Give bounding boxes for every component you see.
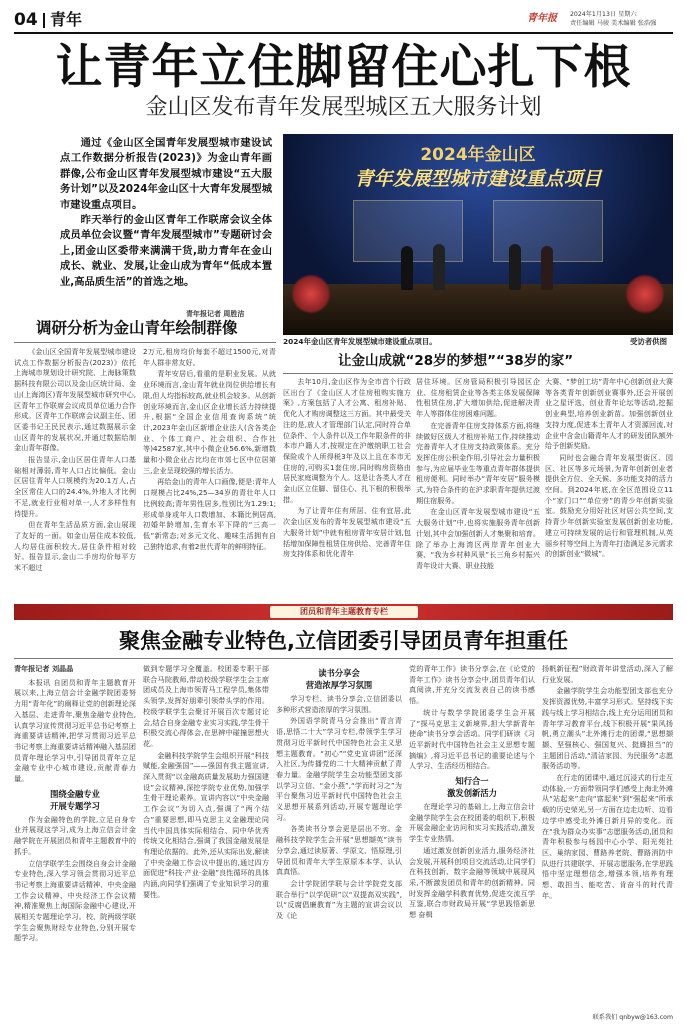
section3-column-1: [14, 664, 136, 1012]
paragraph: 作为金融特色的学院,立足自身专业并展现这学习,成为上海立信会计金融学院在开展团员和青年主题教育中的抓手。: [14, 814, 136, 856]
paragraph: 在金山区青年发展型城市建设“五大服务计划”中,也将实施服务青年创新计划,其中会加强创新人才集聚和培育。除了举办上海湾区两岸青年创业大赛、“我为乡村种风景”长三角乡村振兴青年设计大赛、职业技能: [416, 507, 540, 570]
intro-paragraph: 通过《金山区全国青年发展型城市建设试点工作数据分析报告(2023)》为金山青年画群像,公布金山区青年发展型城市建设“五大服务计划”以及2024年金山区十大青年发展型城市建设重点项目。: [60, 137, 272, 211]
paragraph: 各类读书分享会更是层出不穷。金融科技学院学生会开展“思想撷英”读书分享会,通过读原著、学原文、悟原理,引导团员和青年大学生原原本本学、认认真真悟。: [276, 824, 402, 877]
photo-credit: 受访者供图: [630, 337, 667, 346]
paragraph: 外国语学院青马分会推出“青言青语,思悟二十大”学习专栏,带领学生学习贯彻习近平新时代中国特色社会主义思想主题教育。“初心”“党史宣讲团”还深入社区,为传播党的二十大精神贡献了青春力量。金融学院学生会功能型团支部以学习立信、“金小燕”,“学而时习之”为平台聚焦习近平新时代中国特色社会主义思想开展系列活动,开展专题理论学习。: [276, 716, 402, 822]
paragraph: 学习专栏、读书分享会,立信团委以多种形式营造浓厚的学习氛围。: [276, 694, 402, 714]
paragraph: 金融学院学生会功能型团支部也充分发挥资源优势,丰富学习形式。坚持线下实践与线上学习相结合,线上充分运用团员和青年学习教育平台,线下积极开展“果风扬帆,勇立潮头”北外滩行走的团课,“思想撷撷、坚强核心、强国复兴、挺膺担当”的主题团日活动,“清洁家园、为民服务”志愿服务活动等。: [542, 686, 673, 771]
section3-column-4: [409, 664, 535, 1012]
paragraph: 会计学院团学联与会计学院党支部联合举行“以学促研”以“双提高双实践”,以“反腐倡廉教育”为主题的宣讲会议以及《论: [276, 878, 402, 921]
main-headline: 让青年立住脚留住心扎下根: [55, 40, 632, 95]
event-photo: [283, 134, 673, 335]
page-header: [14, 10, 673, 30]
flower-decoration: [625, 274, 665, 314]
paragraph: 同时也会融合青年发展型街区、园区、社区等多元场景,为青年创新创业者提供全方位、全天候、多功能支持的活力空间。到2024年底,在全区范围设立11个“家门口”“单位旁”的青少年创新实验室。鼓励充分用好社区对居公共空间,支持青少年创新实验室发展创新创业功能,建立可持续发展的运行和管理机制,从英丽乡村等空间上为青年打造满足多元需求的创新创业“微城”。: [545, 452, 673, 559]
divider-bar-icon: [43, 13, 45, 28]
paragraph: 2万元,租房均价每套不超过1500元,对青年人群非常友好。: [143, 347, 276, 367]
page-number: 04: [14, 10, 38, 30]
footer-contact: 联系我们 qnbyw@163.com: [592, 1014, 673, 1021]
paragraph: 党的青年工作》读书分享会,在《论党的青年工作》读书分享会中,团员青年们认真阅读,并充分交流发表自己的读书感悟。: [409, 664, 535, 706]
section3-column-2: [143, 664, 269, 1012]
flower-decoration: [291, 274, 331, 314]
paragraph: 报告显示,金山区居住青年人口基础相对薄弱,青年人口占比偏低。金山区居住青年人口规模约为20.1万人,占全区常住人口的24.4%,外地人才比例不足,就业行业相对单一,人才多样性有待提升。: [14, 455, 136, 518]
paragraph: 再给金山的青年人口画像,便是:青年人口规模占比24%,25—34岁的青壮年人口比例较高;青年男性居多,性别比为1.29:1;形成单身或年人口数增加、本籍比例居高,初婚年龄增加,生育水平下降的“三高一低”新常态;对多元文化、趣味生活拥有自己独特追求,有着2世代青年的鲜明特征。: [143, 477, 276, 551]
paragraph: 扬帆新征程”财政青年讲堂活动,深入了解行业发展。: [542, 664, 673, 684]
date-line: 2024年1月13日 星期六: [570, 11, 637, 18]
section2-title: 让金山成就“28岁的梦想”“38岁的家”: [338, 353, 574, 369]
paragraph: 本报讯 自团员和青年主题教育开展以来,上海立信会计金融学院团委努力用“青年化”的阐释让党的创新理论深入基层、走进青年,聚焦金融专业特色,认真学习宣传贯彻习近平总书记考察上海重要讲话精神,把学习贯彻习近平总书记考察上海重要讲话精神融入基层团员青年理论学习中,引导团员青年立足金融专业中心城市建设,贡献青春力量。: [14, 677, 136, 784]
paragraph: 做到专题学习全覆盖。校团委专职干部联合马院教师,带动校级学联学生会主席团成员及上海市领青马工程学员,集体带头领学,发挥好朋辈引领带头学的作用。校级学联学生会聚讨开展百次专题讨论会,结合自身金融专业实习实践,学生骨干积极交流心得体会,在思辨中碰撞思想火花。: [143, 664, 269, 748]
intro-paragraph: 昨天举行的金山区青年工作联席会议全体成员单位会议暨“青年发展型城市”专题研讨会上,团金山区委带来满满干货,助力青年在金山成长、就业、发展,让金山成为青年“低成本置业,高品质生活”的首选之地。: [60, 214, 272, 288]
intro-text: [60, 136, 272, 290]
paragraph: 但在青年生活品质方面,金山展现了友好的一面。如金山居住成本较低,人均居住面积较大,居住条件相对较好。报告显示,金山二手房均价每平方米不超过: [14, 520, 136, 573]
section1-column-2: [143, 347, 276, 599]
section2-column-2: [416, 377, 540, 599]
speaker-figure: [541, 246, 553, 290]
paragraph: 在行走的团课中,通过沉浸式的行走互动体验,一方面带领同学们感受上海北外滩从“站起来”走向“富起来”到“强起来”所承载的历史荣光,另一方面在边走边听、边看边学中感受北外滩日新月异的变化。而在“我为群众办实事”志愿服务活动,团员和青年积极参与杨园中心小学、阳光苑社区、巢纳家园、曹路养老院、曹路消防中队进行共建联学、开展志愿服务,在学思践悟中坚定理想信念,增强本领,培养有理想、敢担当、能吃苦、肯奋斗的时代青年。: [542, 773, 673, 900]
band-tag-label: 团员和青年主题教育专栏: [300, 607, 388, 616]
paragraph: 大赛、“梦创工坊”青年中心创新创业大赛等各类青年创新创业赛事外,还会开展创业之星评选、创业青年论坛等活动,挖掘创业典型,培养创业新苗。加强创新创业支持力度,促进本土青年人才资源回流,对企业中含金山籍青年人才的研发团队额外给予创新奖励。: [545, 377, 673, 451]
banner-title: 青年发展型城市建设重点项目: [354, 168, 602, 190]
subheading: 读书分享会 营造浓厚学习氛围: [305, 668, 373, 690]
paragraph: 统计与数学学院团委学生会开展了“探马克思主义新境界,担大学新青年使命”读书分享会活动。同学们研读《习近平新时代中国特色社会主义思想专题摘编》,将习近平总书记的重要论述与个人学习、生活经历相结合。: [409, 707, 535, 771]
section3-column-5: [542, 664, 673, 1012]
stage-floor: [283, 284, 673, 335]
banner-year: 2024年金山区: [420, 145, 536, 165]
paragraph: 青年安居后,看重的是职业发展。从就业环境而言,金山青年就业岗位供给增长有限,但人均指标较高,就业机会较多。从创新创业环境而言,金山区企业增长活力持续提升,根据“全国企业信用查询系统”统计,2023年金山区新增企业法人(含各类企业、个体工商户、社会组织、合作社等)42587家,其中小微企业56.6%,新增数量和小微企业占比均在市郊七区中位居第三,企业呈现较强的增长活力。: [143, 369, 276, 475]
sub-headline: 金山区发布青年发展型城区五大服务计划: [145, 95, 542, 120]
section1-column-1: [14, 347, 136, 599]
paragraph: 在理论学习的基础上,上海立信会计金融学院学生会在校团委的组织下,积极开展金融企业访问和实习实践活动,激发学生专业热情。: [409, 802, 535, 844]
subheading: 知行合一 激发创新活力: [447, 776, 497, 799]
section3-rule: [14, 658, 673, 659]
speaker-figure: [401, 246, 413, 290]
paragraph: 在完善青年住房支持体系方面,将继续做好区级人才租房补贴工作,持续推动完善青年人才住房支持政策体系。充分发挥住房公积金作用,引导社会力量积极参与,为应届毕业生等重点青年群体提供租房便利。同时举办“青年安居”服务模式,为符合条件的在沪求职青年提供过渡期住宿服务。: [416, 420, 540, 505]
paragraph: 为了让青年住有所居、住有宜居,此次金山区发布的青年发展型城市建设“五大服务计划”中就有租房青年安居计划,包括增加保障性租赁住房供给、完善青年住房支持体系和优化青年: [283, 506, 411, 559]
photo-caption: 2024年金山区青年发展型城市建设重点项目。: [283, 337, 437, 346]
section-label: 青年: [50, 10, 83, 29]
section2-rule: [283, 373, 673, 374]
section2-column-3: [545, 377, 673, 599]
paragraph: 《金山区全国青年发展型城市建设试点工作数据分析报告(2023)》依托上海城市规划设计研究院、上海脉策数据科技有限公司以及金山区统计局、金山(上海湾区)青年发展型城市研究中心,区青年工作联席会议成员单位通力合作形成。区青年工作联席会议副主任、团区委书记王民民表示,通过数据展示金山区青年的发展状况,并通过数据给制金山青年群像。: [14, 347, 136, 453]
paragraph: 立信学联学生会围绕自身会计金融专业特色,深入学习领会贯彻习近平总书记考察上海重要讲话精神、中央金融工作会议精神、中央经济工作会议精神,精准聚焦上海国际金融中心建设,开展相关专题理论学习。校、院两级学联学生会聚焦财经专业特色,分别开展专题学习。: [14, 858, 136, 943]
article-byline: 青年报记者 刘晶晶: [14, 664, 74, 673]
paragraph: 通过激发创新创业活力,服务经济社会发展,开展科创项目交流活动,让同学们在科技创新、数字金融等领域中展现风采,不断激发团员和青年的创新精神。同时发挥金融学科教育优势,促进交流互学互鉴,联合市财政局开展“学思践悟新思想 奋楫: [409, 845, 535, 920]
section2-column-1: [283, 377, 411, 599]
section1-title: 调研分析为金山青年绘制群像: [36, 319, 238, 337]
paragraph: 去年10月,金山区作为全市首个行政区出台了《金山区人才住房租购实施方案》,方案包括了人才公寓、租房补贴、优化人才购房调整这三方面。其中最受关注的是,放人才管理部门认定,同时符合单位条件、个人条件以及工作年限条件的非本市户籍人才,按规定在沪缴纳职工社会保险或个人所得税3年及以上且在本市无住房的,可购买1套住房,同时购房资格由居民家庭调整为个人。这是让各类人才在金山区立住脚、留住心、扎下根的积极举措。: [283, 377, 411, 504]
paragraph: 金融科技学院学生会组织开展“科技赋能,金融强国”——强国有我主题宣讲,深入贯彻“以金融高质量发展助力强国建设”会议精神,深挖学院专业优势,加强学生骨干理论素养。宣讲内容以“中央金融工作会议”为切入点,强调了“两个结合”重要思想,即马克思主义金融理论同当代中国具体实际相结合、同中华优秀传统文化相结合,强调了我国金融发展是有理论依据的。此外,还从实际出发,解读了中央金融工作会议中提出的,通过四方面促进“科技·产业·金融”良性循环的具体内涵,向同学们强调了专业知识学习的重要性。: [143, 750, 269, 899]
subheading: 围绕金融专业 开展专题学习: [50, 788, 100, 811]
header-rule: [14, 32, 673, 34]
masthead-logo: 青年报: [527, 13, 557, 24]
speaker-figure: [433, 244, 445, 290]
column-band: [14, 604, 673, 620]
editor-line: 责任编辑 马骏 美术编辑 张浩强: [570, 20, 657, 27]
speaker-figure: [509, 244, 521, 290]
section3-column-3: [276, 664, 402, 1012]
section3-title: 聚焦金融专业特色,立信团委引导团员青年担重任: [119, 629, 568, 653]
intro-author: 青年报记者 周胜洁: [186, 310, 245, 318]
paragraph: 居住环境。区房管局积极引导园区企业、住房租赁企业等各类主体发展保障性租赁住房,扩大增加供给,促进解决青年人等群体住房困难问题。: [416, 377, 540, 419]
section1-rule: [14, 342, 276, 343]
